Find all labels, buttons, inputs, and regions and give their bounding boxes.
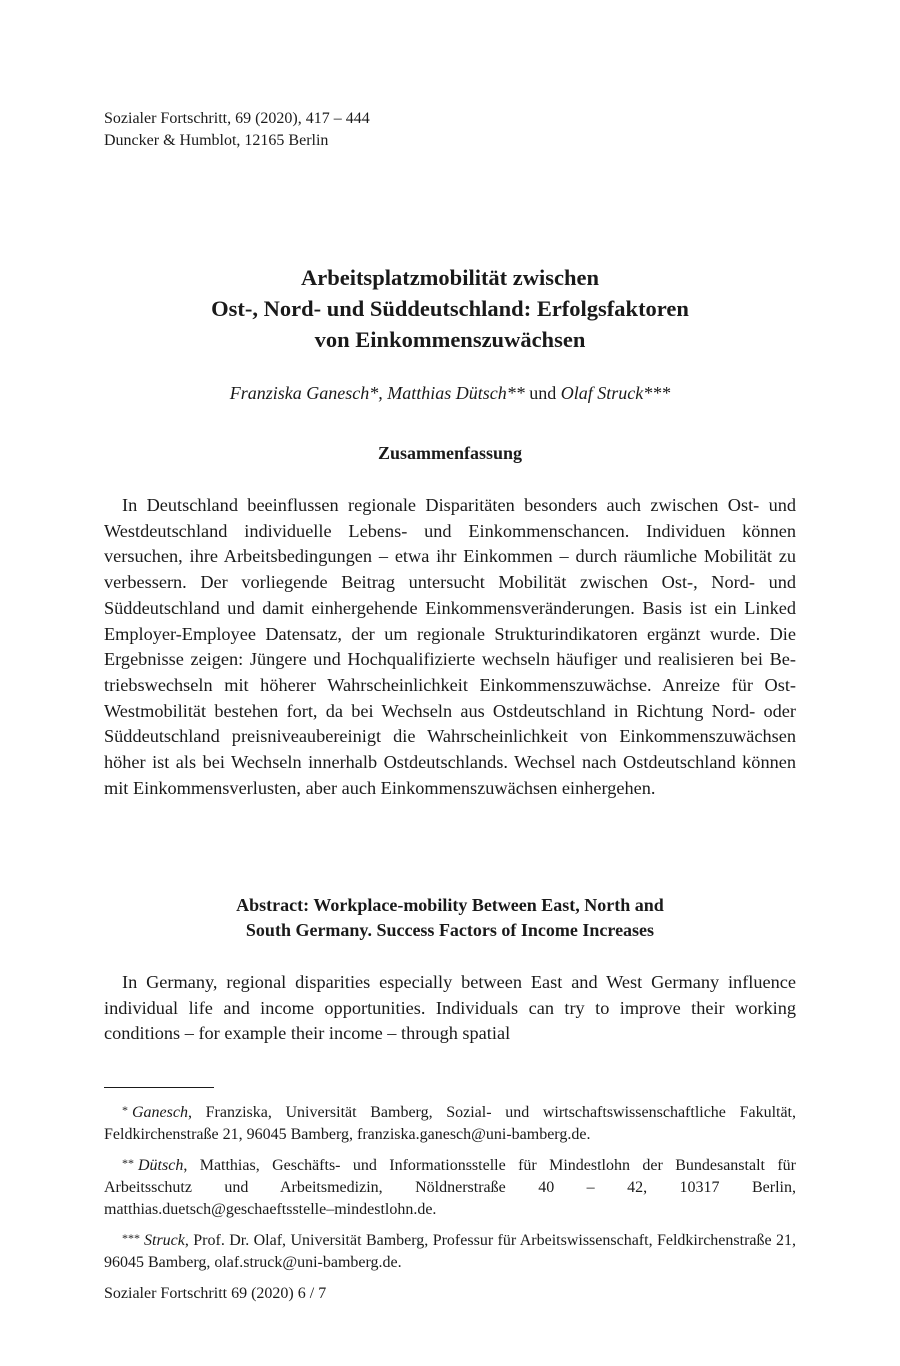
footnote-name: Struck <box>144 1232 185 1249</box>
publisher-line: Duncker & Humblot, 12165 Berlin <box>104 132 329 149</box>
page-footer: Sozialer Fortschritt 69 (2020) 6 / 7 <box>104 1285 327 1302</box>
footnote-mark: ** <box>122 1156 134 1170</box>
footnote-struck <box>104 1227 796 1274</box>
abstract-paragraph: In Germany, regional disparities especially between East and West Germany influence individual life and income opportunities. Individuals can try to improve their working conditions – for example their income – through spatial <box>104 972 796 1044</box>
footnote-name: Ganesch <box>132 1104 188 1121</box>
zusammenfassung-body <box>104 493 796 801</box>
footnote-ganesch <box>104 1099 796 1146</box>
author-struck: Olaf Struck*** <box>560 383 671 403</box>
footnote-mark: *** <box>122 1231 140 1245</box>
footnote-name: Dütsch <box>138 1157 184 1174</box>
footnote-separator <box>104 1087 214 1088</box>
title-line-1: Arbeitsplatzmobilität zwischen <box>300 265 600 290</box>
journal-header <box>104 108 796 152</box>
abstract-heading <box>104 893 796 943</box>
journal-citation: Sozialer Fortschritt, 69 (2020), 417 – 444 <box>104 110 370 127</box>
zusammenfassung-paragraph: In Deutschland beeinflussen regionale Disparitäten besonders auch zwischen Ost- und Westdeutschland individuelle Lebens- und Einkommenschancen. Individuen können versuchen, ihre Arbeitsbedingungen – etwa ihr Einkommen – durch räumliche Mobilität zu verbessern. Der vorliegende Beitrag untersucht Mobilität zwischen Ost-, Nord- und Süddeutschland und damit einhergehende Einkommensveränderungen. Basis ist ein Linked Employer-Employee Datensatz, der um regionale Strukturindikatoren ergänzt wurde. Die Ergebnisse zeigen: Jüngere und Hochqualifizierte wechseln häufiger und realisieren bei Betriebswechseln mit höherer Wahrscheinlichkeit Einkommenszuwächse. Anreize für Ost-Westmobilität bestehen fort, da bei Wechseln aus Ostdeutschland in Richtung Nord- oder Süddeutschland preisniveaubereinigt die Wahrscheinlichkeit von Einkommenszuwächsen höher ist als bei Wechseln innerhalb Ostdeutschlands. Wechsel nach Ostdeutschland können mit Einkommensverlusten, aber auch Einkommenszuwächsen einhergehen. <box>104 495 796 798</box>
author-connector: und <box>529 383 557 403</box>
abstract-heading-line-1: Abstract: Workplace-mobility Between East, North and <box>236 895 664 915</box>
footnote-text: , Franziska, Universität Bamberg, Sozial- und wirtschaftswissenschaftliche Fakultät, Feldkirchenstraße 21, 96045 Bamberg, franziska.ganesch@uni-bamberg.de. <box>104 1104 796 1143</box>
zusammenfassung-heading: Zusammenfassung <box>377 443 523 463</box>
footnote-text: , Prof. Dr. Olaf, Universität Bamberg, Professur für Arbeitswissenschaft, Feldkirchenstraße 21, 96045 Bamberg, olaf.struck@uni-bamberg.de. <box>104 1232 796 1271</box>
author-line <box>104 380 796 406</box>
footnote-text: , Matthias, Geschäfts- und Informationsstelle für Mindestlohn der Bundesanstalt für Arbeitsschutz und Arbeitsmedizin, Nöldnerstraße 40 – 42, 10317 Berlin, matthias.duetsch@geschaeftsstelle–mindestlohn.de. <box>104 1157 796 1218</box>
author-ganesch: Franziska Ganesch*, <box>229 383 383 403</box>
author-duetsch: Matthias Dütsch** <box>387 383 525 403</box>
title-line-2: Ost-, Nord- und Süddeutschland: Erfolgsfaktoren <box>211 296 689 321</box>
article-title <box>104 262 796 355</box>
footnote-duetsch <box>104 1152 796 1221</box>
abstract-heading-line-2: South Germany. Success Factors of Income Increases <box>245 920 655 940</box>
title-line-3: von Einkommenszuwächsen <box>314 327 586 352</box>
footnotes <box>104 1099 796 1280</box>
abstract-body <box>104 970 796 1047</box>
footnote-mark: * <box>122 1103 128 1117</box>
